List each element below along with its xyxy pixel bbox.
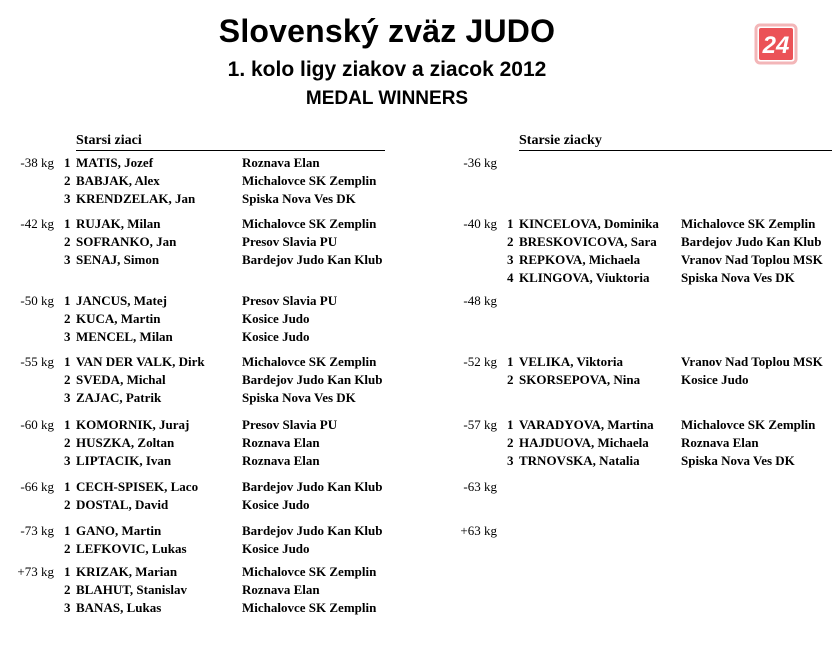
page-title: Slovenský zväz JUDO xyxy=(218,13,556,49)
athlete-name: REPKOVA, Michaela xyxy=(519,252,641,267)
athlete-name: CECH-SPISEK, Laco xyxy=(76,479,199,494)
weight-label: -52 kg xyxy=(463,354,497,369)
club-name: Spiska Nova Ves DK xyxy=(681,270,795,285)
rank: 1 xyxy=(64,354,71,369)
rank: 2 xyxy=(507,435,514,450)
athlete-name: MATIS, Jozef xyxy=(76,155,154,170)
athlete-name: SVEDA, Michal xyxy=(76,372,166,387)
athlete-name: KLINGOVA, Viuktoria xyxy=(519,270,650,285)
weight-label: -48 kg xyxy=(463,293,497,308)
club-name: Roznava Elan xyxy=(242,582,320,597)
rank: 4 xyxy=(507,270,514,285)
athlete-name: DOSTAL, David xyxy=(76,497,169,512)
athlete-name: JANCUS, Matej xyxy=(76,293,167,308)
rank: 1 xyxy=(64,564,71,579)
club-name: Michalovce SK Zemplin xyxy=(242,354,377,369)
weight-label: -40 kg xyxy=(463,216,497,231)
club-name: Bardejov Judo Kan Klub xyxy=(242,479,383,494)
medal-row xyxy=(507,353,832,371)
medal-winners-heading: MEDAL WINNERS xyxy=(305,88,469,109)
medal-row xyxy=(64,328,400,346)
club-name: Kosice Judo xyxy=(242,497,310,512)
medal-row xyxy=(64,434,400,452)
athlete-name: SKORSEPOVA, Nina xyxy=(519,372,641,387)
rank: 2 xyxy=(64,435,71,450)
club-name: Roznava Elan xyxy=(681,435,759,450)
medal-row xyxy=(507,416,832,434)
rank: 1 xyxy=(64,523,71,538)
medal-row xyxy=(64,172,400,190)
club-name: Spiska Nova Ves DK xyxy=(242,390,356,405)
rank: 1 xyxy=(64,155,71,170)
medal-row xyxy=(64,310,400,328)
medal-row xyxy=(64,599,400,617)
column-heading: Starsi ziaci xyxy=(76,132,385,151)
page-subtitle: 1. kolo ligy ziakov a ziacok 2012 xyxy=(227,58,547,81)
rank: 3 xyxy=(507,453,514,468)
rank: 2 xyxy=(64,582,71,597)
medal-row xyxy=(64,371,400,389)
club-name: Michalovce SK Zemplin xyxy=(681,417,816,432)
weight-label: -73 kg xyxy=(20,523,54,538)
athlete-name: KRIZAK, Marian xyxy=(76,564,178,579)
medal-row xyxy=(507,434,832,452)
medal-row xyxy=(64,416,400,434)
medal-row xyxy=(507,371,832,389)
athlete-name: RUJAK, Milan xyxy=(76,216,161,231)
rank: 2 xyxy=(507,372,514,387)
athlete-name: VELIKA, Viktoria xyxy=(519,354,624,369)
rank: 1 xyxy=(64,417,71,432)
rank: 1 xyxy=(507,216,514,231)
club-name: Vranov Nad Toplou MSK xyxy=(681,252,823,267)
athlete-name: LIPTACIK, Ivan xyxy=(76,453,172,468)
weight-label: -36 kg xyxy=(463,155,497,170)
club-name: Roznava Elan xyxy=(242,435,320,450)
medal-row xyxy=(507,251,832,269)
rank: 2 xyxy=(64,234,71,249)
athlete-name: KRENDZELAK, Jan xyxy=(76,191,196,206)
rank: 2 xyxy=(64,541,71,556)
club-name: Bardejov Judo Kan Klub xyxy=(242,252,383,267)
medal-row xyxy=(507,215,832,233)
weight-label: -50 kg xyxy=(20,293,54,308)
club-name: Michalovce SK Zemplin xyxy=(242,216,377,231)
club-name: Bardejov Judo Kan Klub xyxy=(242,372,383,387)
weight-label: -42 kg xyxy=(20,216,54,231)
athlete-name: BANAS, Lukas xyxy=(76,600,162,615)
rank: 2 xyxy=(64,497,71,512)
rank: 1 xyxy=(507,354,514,369)
athlete-name: KUCA, Martin xyxy=(76,311,161,326)
logo-text: 24 xyxy=(762,32,790,59)
athlete-name: ZAJAC, Patrik xyxy=(76,390,162,405)
athlete-name: KOMORNIK, Juraj xyxy=(76,417,190,432)
rank: 3 xyxy=(64,252,71,267)
medal-row xyxy=(507,233,832,251)
column-heading: Starsie ziacky xyxy=(519,132,832,151)
rank: 1 xyxy=(64,216,71,231)
club-name: Spiska Nova Ves DK xyxy=(681,453,795,468)
club-name: Presov Slavia PU xyxy=(242,293,338,308)
club-name: Kosice Judo xyxy=(242,311,310,326)
rank: 2 xyxy=(64,372,71,387)
weight-label: +73 kg xyxy=(17,564,54,579)
club-name: Presov Slavia PU xyxy=(242,234,338,249)
weight-label: -60 kg xyxy=(20,417,54,432)
rank: 1 xyxy=(64,479,71,494)
club-name: Roznava Elan xyxy=(242,453,320,468)
weight-label: -66 kg xyxy=(20,479,54,494)
rank: 3 xyxy=(64,191,71,206)
club-name: Kosice Judo xyxy=(242,329,310,344)
medal-row xyxy=(64,292,400,310)
club-name: Bardejov Judo Kan Klub xyxy=(681,234,822,249)
athlete-name: BRESKOVICOVA, Sara xyxy=(519,234,657,249)
weight-label: +63 kg xyxy=(460,523,497,538)
athlete-name: HUSZKA, Zoltan xyxy=(76,435,175,450)
club-name: Roznava Elan xyxy=(242,155,320,170)
weight-label: -63 kg xyxy=(463,479,497,494)
rank: 3 xyxy=(64,453,71,468)
athlete-name: LEFKOVIC, Lukas xyxy=(76,541,187,556)
rank: 3 xyxy=(64,600,71,615)
club-name: Michalovce SK Zemplin xyxy=(681,216,816,231)
athlete-name: SOFRANKO, Jan xyxy=(76,234,177,249)
athlete-name: BABJAK, Alex xyxy=(76,173,160,188)
club-name: Spiska Nova Ves DK xyxy=(242,191,356,206)
athlete-name: KINCELOVA, Dominika xyxy=(519,216,659,231)
club-name: Michalovce SK Zemplin xyxy=(242,564,377,579)
logo-24-icon xyxy=(753,22,799,66)
medal-row xyxy=(64,353,400,371)
club-name: Bardejov Judo Kan Klub xyxy=(242,523,383,538)
medal-row xyxy=(64,522,400,540)
club-name: Michalovce SK Zemplin xyxy=(242,600,377,615)
medal-row xyxy=(507,269,832,287)
medal-row xyxy=(64,540,400,558)
medal-row xyxy=(64,190,400,208)
rank: 3 xyxy=(64,329,71,344)
athlete-name: VARADYOVA, Martina xyxy=(519,417,654,432)
club-name: Presov Slavia PU xyxy=(242,417,338,432)
athlete-name: VAN DER VALK, Dirk xyxy=(76,354,205,369)
medal-row xyxy=(64,563,400,581)
rank: 1 xyxy=(64,293,71,308)
weight-label: -38 kg xyxy=(20,155,54,170)
athlete-name: HAJDUOVA, Michaela xyxy=(519,435,649,450)
athlete-name: TRNOVSKA, Natalia xyxy=(519,453,640,468)
club-name: Kosice Judo xyxy=(681,372,749,387)
medal-row xyxy=(64,251,400,269)
medal-row xyxy=(64,452,400,470)
club-name: Vranov Nad Toplou MSK xyxy=(681,354,823,369)
medal-row xyxy=(64,215,400,233)
medal-row xyxy=(507,452,832,470)
rank: 2 xyxy=(64,173,71,188)
medal-row xyxy=(64,154,400,172)
athlete-name: BLAHUT, Stanislav xyxy=(76,582,188,597)
rank: 2 xyxy=(64,311,71,326)
medal-row xyxy=(64,496,400,514)
medal-row xyxy=(64,389,400,407)
medal-row xyxy=(64,233,400,251)
athlete-name: GANO, Martin xyxy=(76,523,162,538)
athlete-name: SENAJ, Simon xyxy=(76,252,160,267)
medal-row xyxy=(64,478,400,496)
club-name: Kosice Judo xyxy=(242,541,310,556)
rank: 1 xyxy=(507,417,514,432)
rank: 3 xyxy=(507,252,514,267)
medal-row xyxy=(64,581,400,599)
weight-label: -55 kg xyxy=(20,354,54,369)
club-name: Michalovce SK Zemplin xyxy=(242,173,377,188)
athlete-name: MENCEL, Milan xyxy=(76,329,173,344)
rank: 3 xyxy=(64,390,71,405)
weight-label: -57 kg xyxy=(463,417,497,432)
rank: 2 xyxy=(507,234,514,249)
